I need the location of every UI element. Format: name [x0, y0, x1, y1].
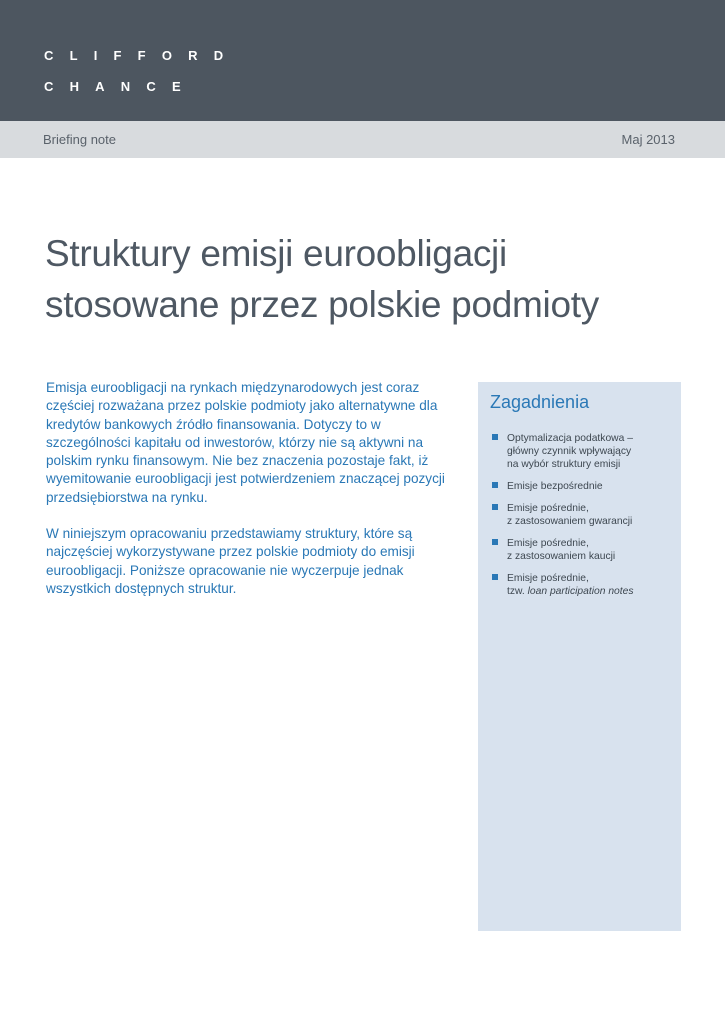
- topic-item: [492, 480, 677, 493]
- page-title: [45, 228, 685, 330]
- topic-line: Optymalizacja podatkowa –: [507, 433, 633, 444]
- topic-prefix: tzw.: [507, 586, 528, 597]
- intro-paragraph-2: W niniejszym opracowaniu przedstawiamy struktury, które są najczęściej wykorzystywane przez polskie podmioty do emisji euroobligacji. Poniższe opracowanie nie wyczerpuje jednak wszystkich dostępnych struktur.: [46, 526, 415, 596]
- intro-paragraph-1: Emisja euroobligacji na rynkach międzynarodowych jest coraz częściej rozważana przez polskie podmioty jako alternatywne dla kredytów bankowych źródło finansowania. Dotyczy to w szczególności kapitału od inwestorów, którzy nie są aktywni na polskim rynku finansowym. Nie bez znaczenia pozostaje fakt, iż wyemitowanie euroobligacji jest potwierdzeniem znaczącej pozycji przedsiębiorstwa na rynku.: [46, 380, 445, 505]
- topic-line: Emisje pośrednie,: [507, 503, 589, 514]
- title-line-2: stosowane przez polskie podmioty: [45, 284, 599, 325]
- topic-line: z zastosowaniem kaucji: [507, 551, 616, 562]
- sub-header-bar: [0, 121, 725, 158]
- topic-line: na wybór struktury emisji: [507, 459, 621, 470]
- clifford-chance-logo: [44, 40, 239, 102]
- topic-item: [492, 572, 677, 598]
- square-bullet-icon: [492, 539, 498, 545]
- document-type: Briefing note: [43, 132, 116, 147]
- square-bullet-icon: [492, 434, 498, 440]
- topic-item: [492, 432, 677, 471]
- square-bullet-icon: [492, 482, 498, 488]
- topic-line: [507, 585, 677, 598]
- logo-line-2: CHANCE: [44, 79, 197, 94]
- topic-item: [492, 502, 677, 528]
- topic-item: [492, 537, 677, 563]
- square-bullet-icon: [492, 504, 498, 510]
- header-bar: [0, 0, 725, 121]
- title-line-1: Struktury emisji euroobligacji: [45, 233, 507, 274]
- topics-sidebar: [478, 382, 681, 931]
- topic-line: główny czynnik wpływający: [507, 446, 632, 457]
- topic-line: Emisje pośrednie,: [507, 573, 589, 584]
- document-date: Maj 2013: [621, 132, 675, 147]
- sidebar-heading: Zagadnienia: [490, 392, 590, 412]
- topic-line: Emisje pośrednie,: [507, 538, 589, 549]
- intro-text: [46, 379, 466, 616]
- topics-list: [492, 432, 677, 607]
- topic-line: z zastosowaniem gwarancji: [507, 516, 633, 527]
- logo-line-1: CLIFFORD: [44, 48, 240, 63]
- square-bullet-icon: [492, 574, 498, 580]
- topic-italic-term: loan participation notes: [527, 586, 634, 597]
- topic-line: Emisje bezpośrednie: [507, 481, 603, 492]
